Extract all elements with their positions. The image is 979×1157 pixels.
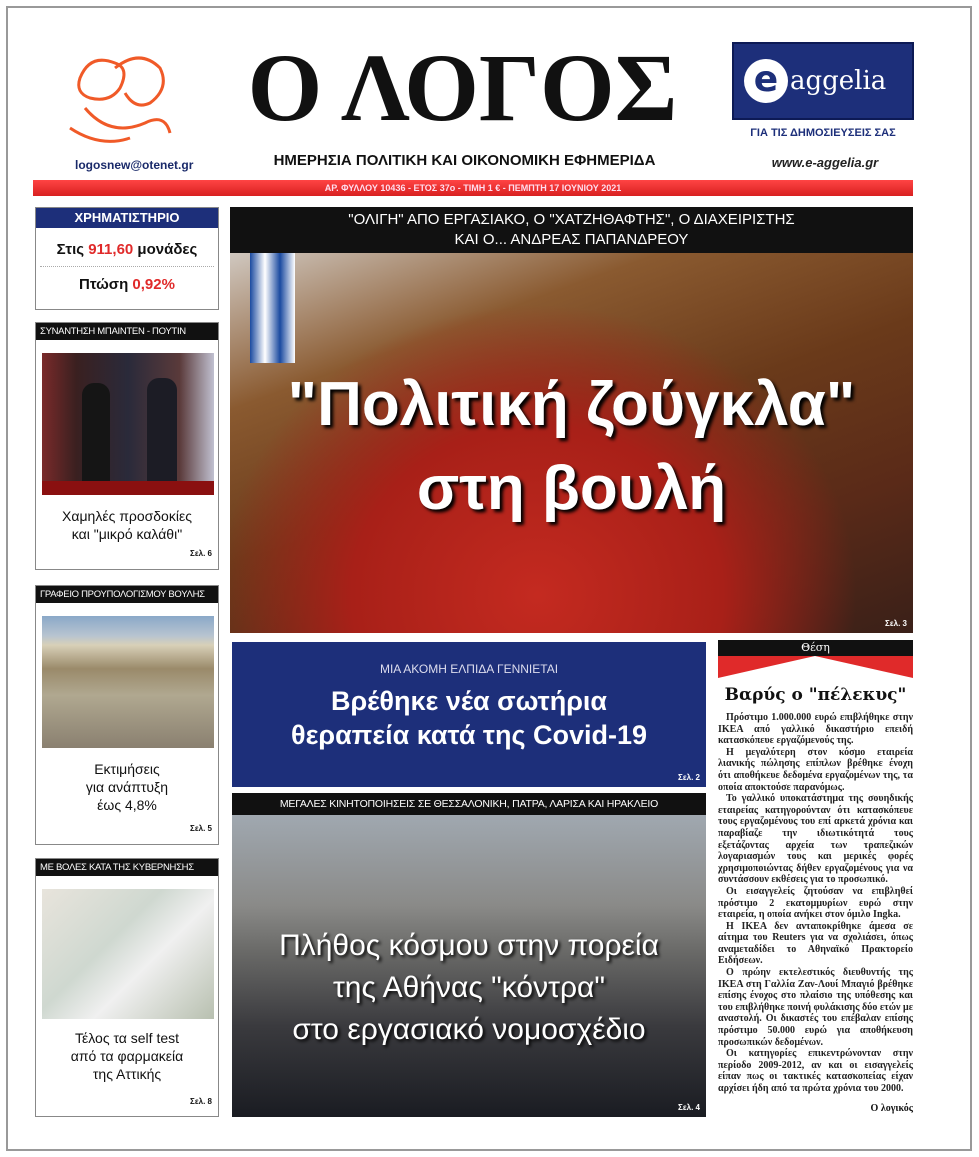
opinion-section-label: Θέση: [718, 640, 913, 656]
paragraph: Πρόστιμο 1.000.000 ευρώ επιβλήθηκε στην ΙΚΕΑ από γαλλικό δικαστήριο επειδή κατασκόπευε εργαζόμενούς της.: [718, 712, 913, 747]
paragraph: Ο πρώην εκτελεστικός διευθυντής της ΙΚΕΑ στη Γαλλία Ζαν-Λουί Μπαγιό βρέθηκε επίσης ένοχος στο πλαίσιο της υπόθεσης και του επιβλήθηκε ποινή φυλάκισης δύο ετών με αναστολή. Οι δικαστές του επέβαλαν επίσης πρόστιμο 50.000 ευρώ για αποθήκευση προσωπικών δεδομένων.: [718, 967, 913, 1048]
protest-headline-line: στο εργασιακό νομοσχέδιο: [292, 1013, 646, 1046]
protest-headline: [232, 925, 706, 1051]
page-ref: Σελ. 8: [190, 1097, 212, 1106]
paragraph: Το γαλλικό υποκατάστημα της σουηδικής εταιρείας κατηγορούνταν ότι κατασκόπευε τους εργαζομένους του επί αρκετά χρόνια και παραβίαζε την ιδιωτικότητά τους εξετάζοντας αρχεία των τραπεζικών λογαριασμών τους και μερικές φορές χρησιμοποιώντας δήθεν εργαζομένους για να συντάσσουν εκθέσεις για το προσωπικό.: [718, 793, 913, 886]
caption-line: για ανάπτυξη: [85, 779, 169, 795]
lead-headline-line: "Πολιτική ζούγκλα": [287, 370, 856, 439]
paragraph: Οι κατηγορίες επικεντρώνονταν στην περίοδο 2009-2012, αν και οι εισαγγελείς είπαν πως οι τακτικές κατασκοπείας είχαν αρχίσει ήδη από τα πρώτα χρόνια του 2000.: [718, 1048, 913, 1094]
sidebar-story-budget-office[interactable]: [35, 585, 219, 845]
lead-story[interactable]: [230, 253, 913, 633]
ad-tagline: ΓΙΑ ΤΙΣ ΔΗΜΟΣΙΕΥΣΕΙΣ ΣΑΣ: [750, 127, 896, 139]
lead-kicker: [230, 207, 913, 253]
opinion-section-banner: [718, 640, 913, 680]
stock-header: ΧΡΗΜΑΤΙΣΤΗΡΙΟ: [36, 208, 218, 228]
lead-kicker-line: "ΟΛΙΓΗ" ΑΠΟ ΕΡΓΑΣΙΑΚΟ, Ο "ΧΑΤΖΗΘΑΦΤΗΣ", Ο ΔΙΑΧΕΙΡΙΣΤΗΣ: [348, 211, 795, 228]
caption-line: Χαμηλές προσδοκίες: [62, 508, 192, 524]
story-kicker: ΣΥΝΑΝΤΗΣΗ ΜΠΑΙΝΤΕΝ - ΠΟΥΤΙΝ: [36, 323, 218, 340]
ad-url[interactable]: www.e-aggelia.gr: [771, 155, 879, 170]
page-ref: Σελ. 3: [885, 619, 907, 628]
caption-line: Τέλος τα self test: [74, 1030, 180, 1046]
story-caption: [36, 1029, 218, 1083]
biden-putin-photo: [42, 353, 214, 495]
lead-kicker-line: ΚΑΙ Ο... ΑΝΔΡΕΑΣ ΠΑΠΑΝΔΡΕΟΥ: [454, 231, 689, 248]
covid-headline: [232, 684, 706, 752]
caption-line: Εκτιμήσεις: [94, 761, 160, 777]
newspaper-subtitle: ΗΜΕΡΗΣΙΑ ΠΟΛΙΤΙΚΗ ΚΑΙ ΟΙΚΟΝΟΜΙΚΗ ΕΦΗΜΕΡΙΔΑ: [273, 152, 656, 169]
paragraph: Η μεγαλύτερη στον κόσμο εταιρεία λιανικής πώλησης επίπλων βρέθηκε ένοχη ότι αποθήκευε δεδομένα εργαζομένων της, τα οποία αποκτούσε παρανόμως.: [718, 746, 913, 793]
opinion-body: [718, 712, 913, 1115]
stock-change-value: 0,92%: [132, 276, 175, 293]
newspaper-logo: [60, 48, 178, 148]
flag-image: [250, 253, 295, 363]
newspaper-title: Ο ΛΟΓΟΣ: [247, 34, 678, 141]
issue-info-bar: ΑΡ. ΦΥΛΛΟΥ 10436 - ΕΤΟΣ 37ο - ΤΙΜΗ 1 € - ΠΕΜΠΤΗ 17 ΙΟΥΝΙΟΥ 2021: [33, 180, 913, 196]
contact-email[interactable]: logosnew@otenet.gr: [75, 158, 194, 172]
caption-line: της Αττικής: [92, 1066, 162, 1082]
stock-unit: μονάδες: [133, 241, 198, 258]
covid-story[interactable]: [232, 642, 706, 787]
story-caption: [36, 507, 218, 543]
protest-story[interactable]: [232, 815, 706, 1117]
covid-headline-line: Βρέθηκε νέα σωτήρια: [330, 686, 607, 716]
stock-market-box: [35, 207, 219, 310]
opinion-title: Βαρύς ο "πέλεκυς": [724, 685, 907, 705]
page-ref: Σελ. 4: [678, 1103, 700, 1112]
covid-headline-line: θεραπεία κατά της Covid-19: [290, 720, 648, 750]
self-test-photo: [42, 889, 214, 1019]
paragraph: Οι εισαγγελείς ζητούσαν να επιβληθεί πρόστιμο 2 εκατομμυρίων ευρώ στην εταιρεία, η οποία ανήκει στον όμιλο Ingka.: [718, 885, 913, 921]
stock-change-label: Πτώση: [79, 276, 133, 293]
stock-index-line: [40, 240, 214, 267]
opinion-signature: Ο λογικός: [870, 1102, 913, 1114]
story-kicker: ΜΕ ΒΟΛΕΣ ΚΑΤΑ ΤΗΣ ΚΥΒΕΡΝΗΣΗΣ: [36, 859, 218, 876]
caption-line: και "μικρό καλάθι": [71, 526, 183, 542]
stock-change-line: [36, 275, 218, 295]
parliament-building-photo: [42, 616, 214, 748]
stock-index-value: 911,60: [88, 241, 134, 258]
e-aggelia-logo-icon: e: [744, 59, 788, 103]
protest-headline-line: της Αθήνας "κόντρα": [332, 971, 606, 1004]
story-caption: [36, 760, 218, 814]
covid-kicker: ΜΙΑ ΑΚΟΜΗ ΕΛΠΙΔΑ ΓΕΝΝΙΕΤΑΙ: [379, 662, 559, 676]
story-kicker: ΓΡΑΦΕΙΟ ΠΡΟΥΠΟΛΟΓΙΣΜΟΥ ΒΟΥΛΗΣ: [36, 586, 218, 603]
lead-headline: [230, 363, 913, 531]
page-ref: Σελ. 2: [678, 773, 700, 782]
caption-line: από τα φαρμακεία: [70, 1048, 184, 1064]
e-aggelia-wordmark: aggelia: [790, 66, 887, 96]
banner-arrow: [718, 656, 913, 678]
page-ref: Σελ. 6: [190, 549, 212, 558]
paragraph: Η ΙΚΕΑ δεν ανταποκρίθηκε άμεσα σε αίτημα του Reuters για να σχολιάσει, όπως αναμεταδίδει το Αθηναϊκό Πρακτορείο Ειδήσεων.: [718, 920, 913, 967]
stock-label: Στις: [56, 241, 89, 258]
protest-kicker: ΜΕΓΑΛΕΣ ΚΙΝΗΤΟΠΟΙΗΣΕΙΣ ΣΕ ΘΕΣΣΑΛΟΝΙΚΗ, ΠΑΤΡΑ, ΛΑΡΙΣΑ ΚΑΙ ΗΡΑΚΛΕΙΟ: [232, 793, 706, 815]
lead-headline-line: στη βουλή: [416, 454, 727, 523]
caption-line: έως 4,8%: [97, 797, 157, 813]
sidebar-story-self-test[interactable]: [35, 858, 219, 1117]
e-aggelia-ad[interactable]: [732, 42, 914, 120]
sidebar-story-biden-putin[interactable]: [35, 322, 219, 570]
page-ref: Σελ. 5: [190, 824, 212, 833]
protest-headline-line: Πλήθος κόσμου στην πορεία: [279, 929, 659, 962]
